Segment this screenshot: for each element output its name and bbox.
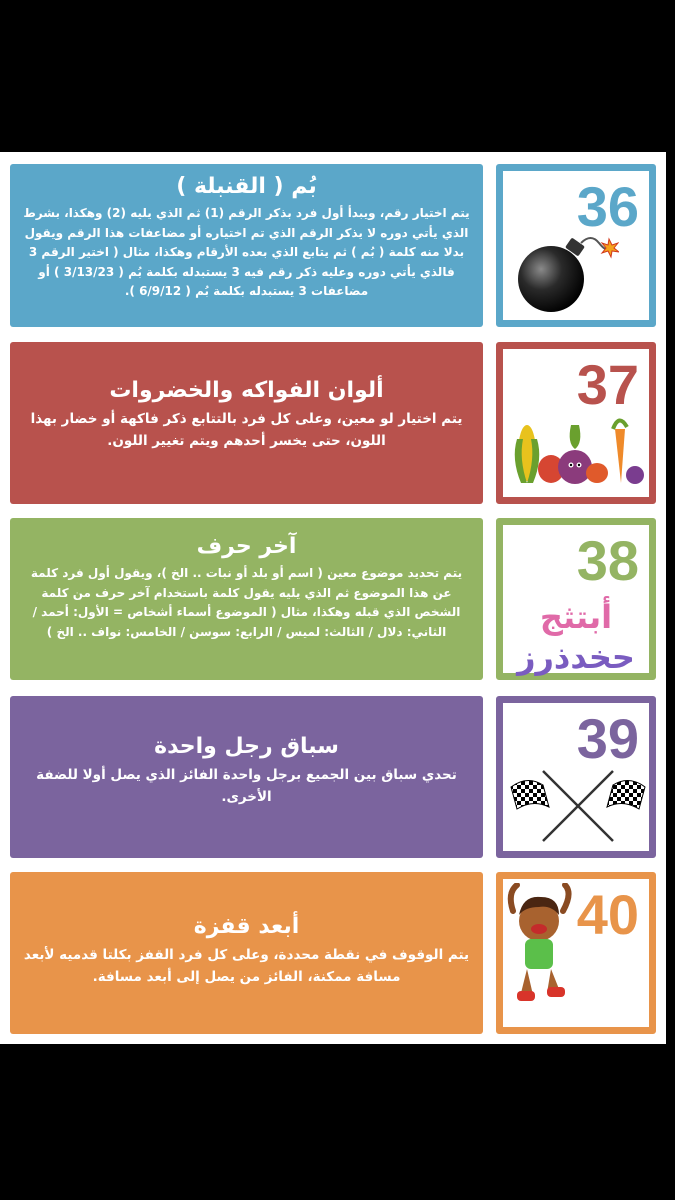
game-title: آخر حرف [196, 534, 297, 559]
game-description: يتم الوقوف في نقطة محددة، وعلى كل فرد القفز بكلتا قدميه لأبعد مسافة ممكنة، الفائز من يصل إلى أبعد مسافة. [23, 947, 470, 985]
arabic-letters-icon [511, 597, 641, 677]
game-number: 38 [576, 529, 639, 592]
game-row-38 [10, 518, 656, 680]
game-number-tile [496, 696, 656, 858]
game-card [10, 872, 483, 1034]
game-title: ألوان الفواكه والخضروات [109, 378, 384, 403]
game-number: 39 [576, 707, 639, 770]
games-sheet [0, 152, 666, 1044]
game-title: أبعد قفزة [193, 914, 300, 939]
bomb-icon [509, 229, 619, 314]
letters-row: حخدذرز [517, 638, 635, 676]
game-row-36 [10, 164, 656, 327]
game-number-tile [496, 518, 656, 680]
game-number: 40 [576, 883, 639, 946]
game-card [10, 518, 483, 680]
game-number: 37 [576, 353, 639, 416]
game-card [10, 696, 483, 858]
game-number-tile [496, 342, 656, 504]
game-description: تحدي سباق بين الجميع برجل واحدة الفائز الذي يصل أولا للضفة الأخرى. [36, 767, 457, 805]
jumping-boy-icon [503, 883, 583, 1023]
game-row-40 [10, 872, 656, 1034]
game-card [10, 342, 483, 504]
game-card [10, 164, 483, 327]
game-number-tile [496, 872, 656, 1034]
vegetables-icon [509, 409, 649, 491]
game-number-tile [496, 164, 656, 327]
game-description: يتم اختيار رقم، ويبدأ أول فرد بذكر الرقم (1) ثم الذي يليه (2) وهكذا، بشرط الذي يأتي دوره لا يذكر الرقم الذي تم اختياره أو مضاعفات هذا الرقم ويقول بدلا منه كلمة ( بُم ) ثم يتابع الذي بعده الأرقام وهكذا، مثال ( اختير الرقم 3 فالذي يأتي دوره وعليه ذكر رقم فيه 3 يستبدله بكلمة بُم ( 3/13/23 ) أو مضاعفات 3 يستبدله بكلمة بُم ( 6/9/12 ). [23, 206, 470, 298]
game-description: يتم اختيار لو معين، وعلى كل فرد بالتتابع ذكر فاكهة أو خضار بهذا اللون، حتى يخسر أحدهم ويتم تغيير اللون. [30, 411, 463, 449]
game-title: سباق رجل واحدة [154, 734, 339, 759]
game-title: بُم ( القنبلة ) [176, 174, 317, 199]
letters-row: أبتثج [539, 598, 613, 636]
game-row-39 [10, 696, 656, 858]
game-number: 36 [576, 175, 639, 238]
checkered-flags-icon [509, 761, 647, 845]
game-description: يتم تحديد موضوع معين ( اسم أو بلد أو نبات .. الخ )، ويقول أول فرد كلمة عن هذا الموضوع ثم الذي يليه يقول كلمة باستخدام آخر حرف من كلمة الشخص الذي قبله وهكذا، مثال ( الموضوع أسماء أشخاص = الأول: أحمد / الثاني: دلال / الثالث: لميس / الرابع: سوسن / الخامس: نواف .. الخ ) [30, 566, 463, 639]
game-row-37 [10, 342, 656, 504]
